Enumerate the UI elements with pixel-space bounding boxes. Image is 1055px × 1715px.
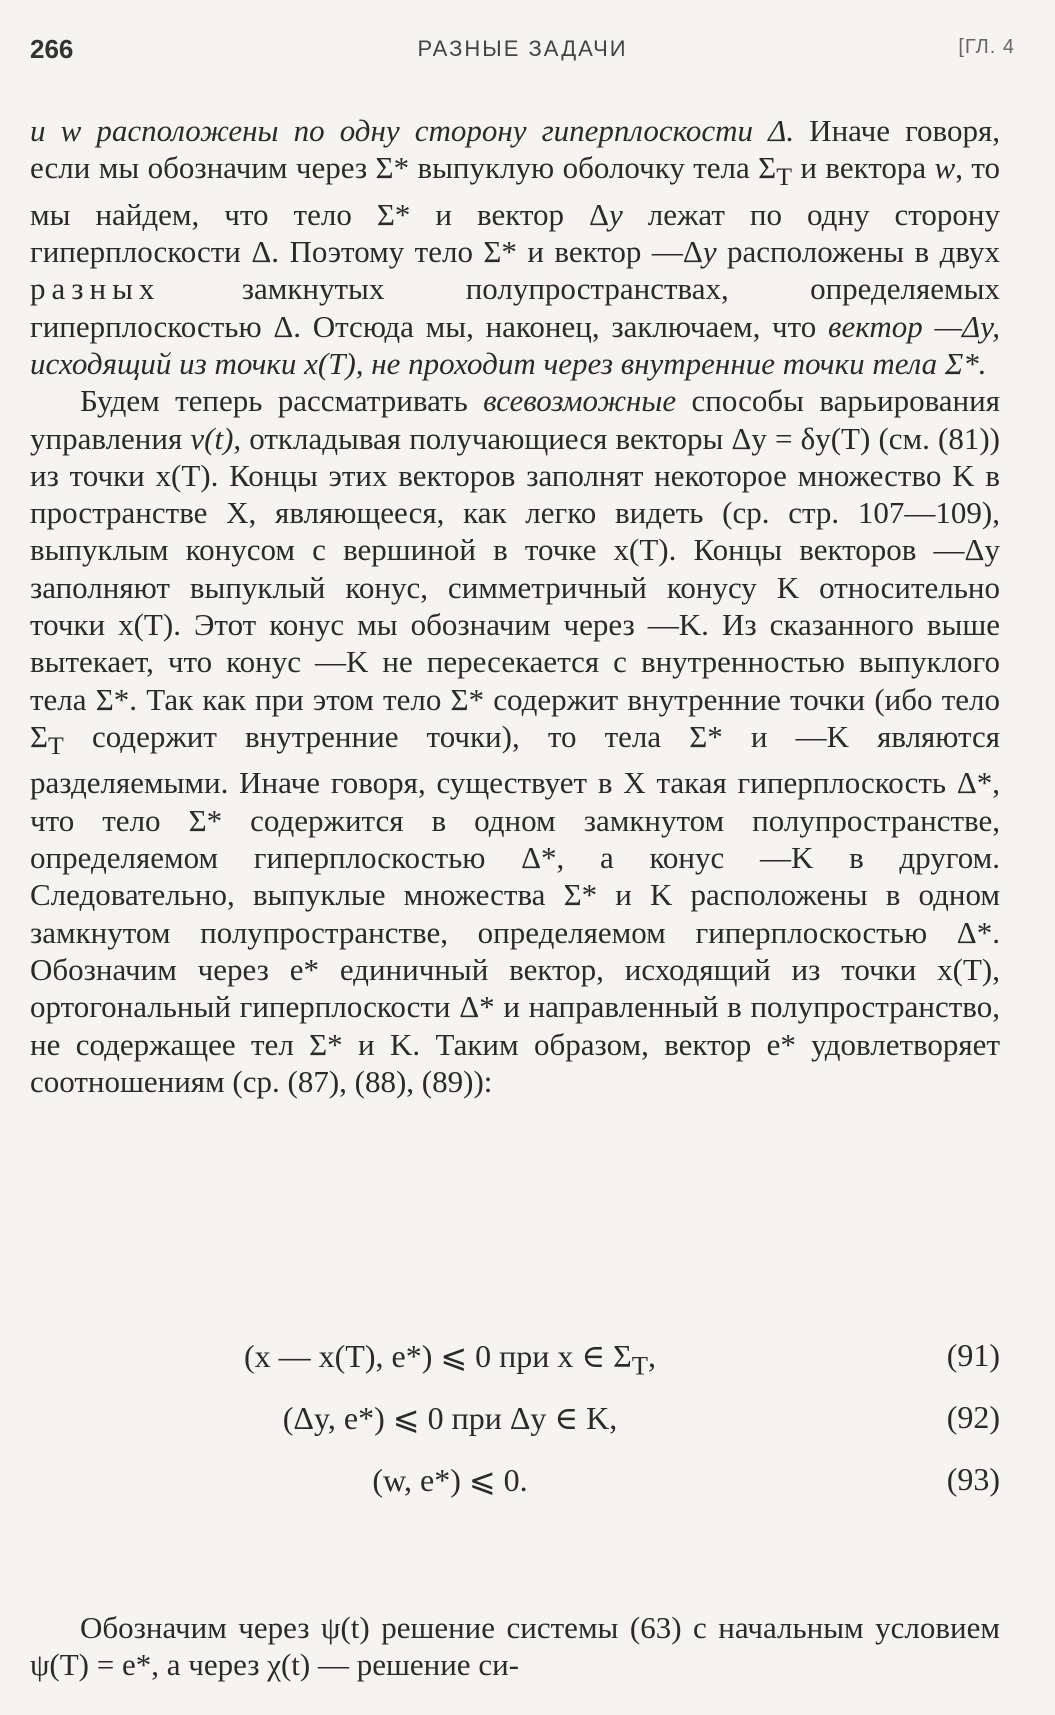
- text-span: расположены в двух: [716, 234, 1000, 270]
- text-span: Иначе говоря, если мы обозначим через Σ* выпуклую оболочку тела Σ: [30, 113, 1000, 186]
- formula-text: (w, e*) ⩽ 0.: [372, 1462, 528, 1498]
- subscript: T: [776, 162, 792, 192]
- text-span: и вектора: [791, 150, 935, 186]
- paragraph-1: [30, 112, 1000, 382]
- formula-text: (Δy, e*) ⩽ 0 при Δy ∈ K,: [282, 1400, 618, 1436]
- italic-opening: и w расположены по одну сторону гиперплоскости Δ.: [30, 113, 795, 148]
- math-var: y: [702, 234, 717, 270]
- main-text: [30, 112, 1000, 1100]
- formula-91: [30, 1337, 1000, 1399]
- chapter-label: [ГЛ. 4: [958, 36, 1015, 58]
- text-span: способы варьирования управления: [30, 383, 1000, 456]
- formula-expression: [30, 1337, 870, 1381]
- formula-expression: [30, 1461, 870, 1499]
- italic-conclusion: вектор —Δy, исходящий из точки x(T), не проходит через внутренние точки тела Σ*.: [30, 308, 1000, 381]
- formula-93: [30, 1461, 1000, 1523]
- subscript: T: [631, 1350, 649, 1381]
- equation-number: (92): [946, 1399, 1000, 1435]
- main-text-continued: [30, 1578, 1000, 1715]
- formula-92: [30, 1399, 1000, 1461]
- formula-text: (x — x(T), e*) ⩽ 0 при x ∈ Σ: [243, 1338, 632, 1374]
- paragraph-3: Обозначим через ψ(t) решение системы (63) с начальным условием ψ(T) = e*, а через χ(t) — решение си-: [30, 1610, 1000, 1683]
- running-title: РАЗНЫЕ ЗАДАЧИ: [417, 36, 628, 61]
- math-var: v(t): [190, 420, 234, 456]
- text-span: содержит внутренние точки), то тела Σ* и —K являются разделяемыми. Иначе говоря, существует в X такая гиперплоскость Δ*, что тело Σ* содержится в одном замкнутом полупространстве, определяемом гиперплоскостью Δ*, а конус —K в другом. Следовательно, выпуклые множества Σ* и K расположены в одном замкнутом полупространстве, определяемом гиперплоскостью Δ*. Обозначим через e* единичный вектор, исходящий из точки x(T), ортогональный гиперплоскости Δ* и направленный в полупространство, не содержащее тел Σ* и K. Таким образом, вектор e* удовлетворяет соотношениям (ср. (87), (88), (89)):: [30, 718, 1000, 1099]
- page-header: [30, 30, 1015, 70]
- paragraph-2: [30, 382, 1000, 1100]
- formula-text: ,: [648, 1338, 657, 1374]
- subscript: T: [48, 731, 64, 761]
- text-span: лежат по одну сторону гиперплоскости Δ. Поэтому тело Σ* и вектор —Δ: [30, 196, 1000, 270]
- equation-number: (91): [946, 1337, 1000, 1373]
- text-span: замкнутых полупространствах, определяемых гиперплоскостью Δ. Отсюда мы, наконец, заключаем, что: [30, 271, 1000, 344]
- spaced-word: разных: [30, 271, 161, 307]
- text-span: , откладывая получающиеся векторы Δy = δy(T) (см. (81)) из точки x(T). Концы этих векторов заполнят некоторое множество K в пространстве X, являющееся, как легко видеть (ср. стр. 107—109), выпуклым конусом с вершиной в точке x(T). Концы векторов —Δy заполняют выпуклый конус, симметричный конусу K относительно точки x(T). Этот конус мы обозначим через —K. Из сказанного выше вытекает, что конус —K не пересекается с внутренностью выпуклого тела Σ*. Так как при этом тело Σ* содержит внутренние точки (ибо тело Σ: [30, 420, 1000, 754]
- page-number: 266: [30, 34, 74, 64]
- text-span: Будем теперь рассматривать: [80, 383, 484, 419]
- formula-expression: [30, 1399, 870, 1437]
- math-var: w: [934, 150, 956, 186]
- text-span: , то мы найдем, что тело Σ* и вектор Δ: [30, 150, 1000, 232]
- equation-number: (93): [946, 1461, 1000, 1497]
- math-var: y: [608, 196, 623, 232]
- formula-block: [30, 1337, 1000, 1523]
- italic-word: всевозможные: [483, 383, 677, 419]
